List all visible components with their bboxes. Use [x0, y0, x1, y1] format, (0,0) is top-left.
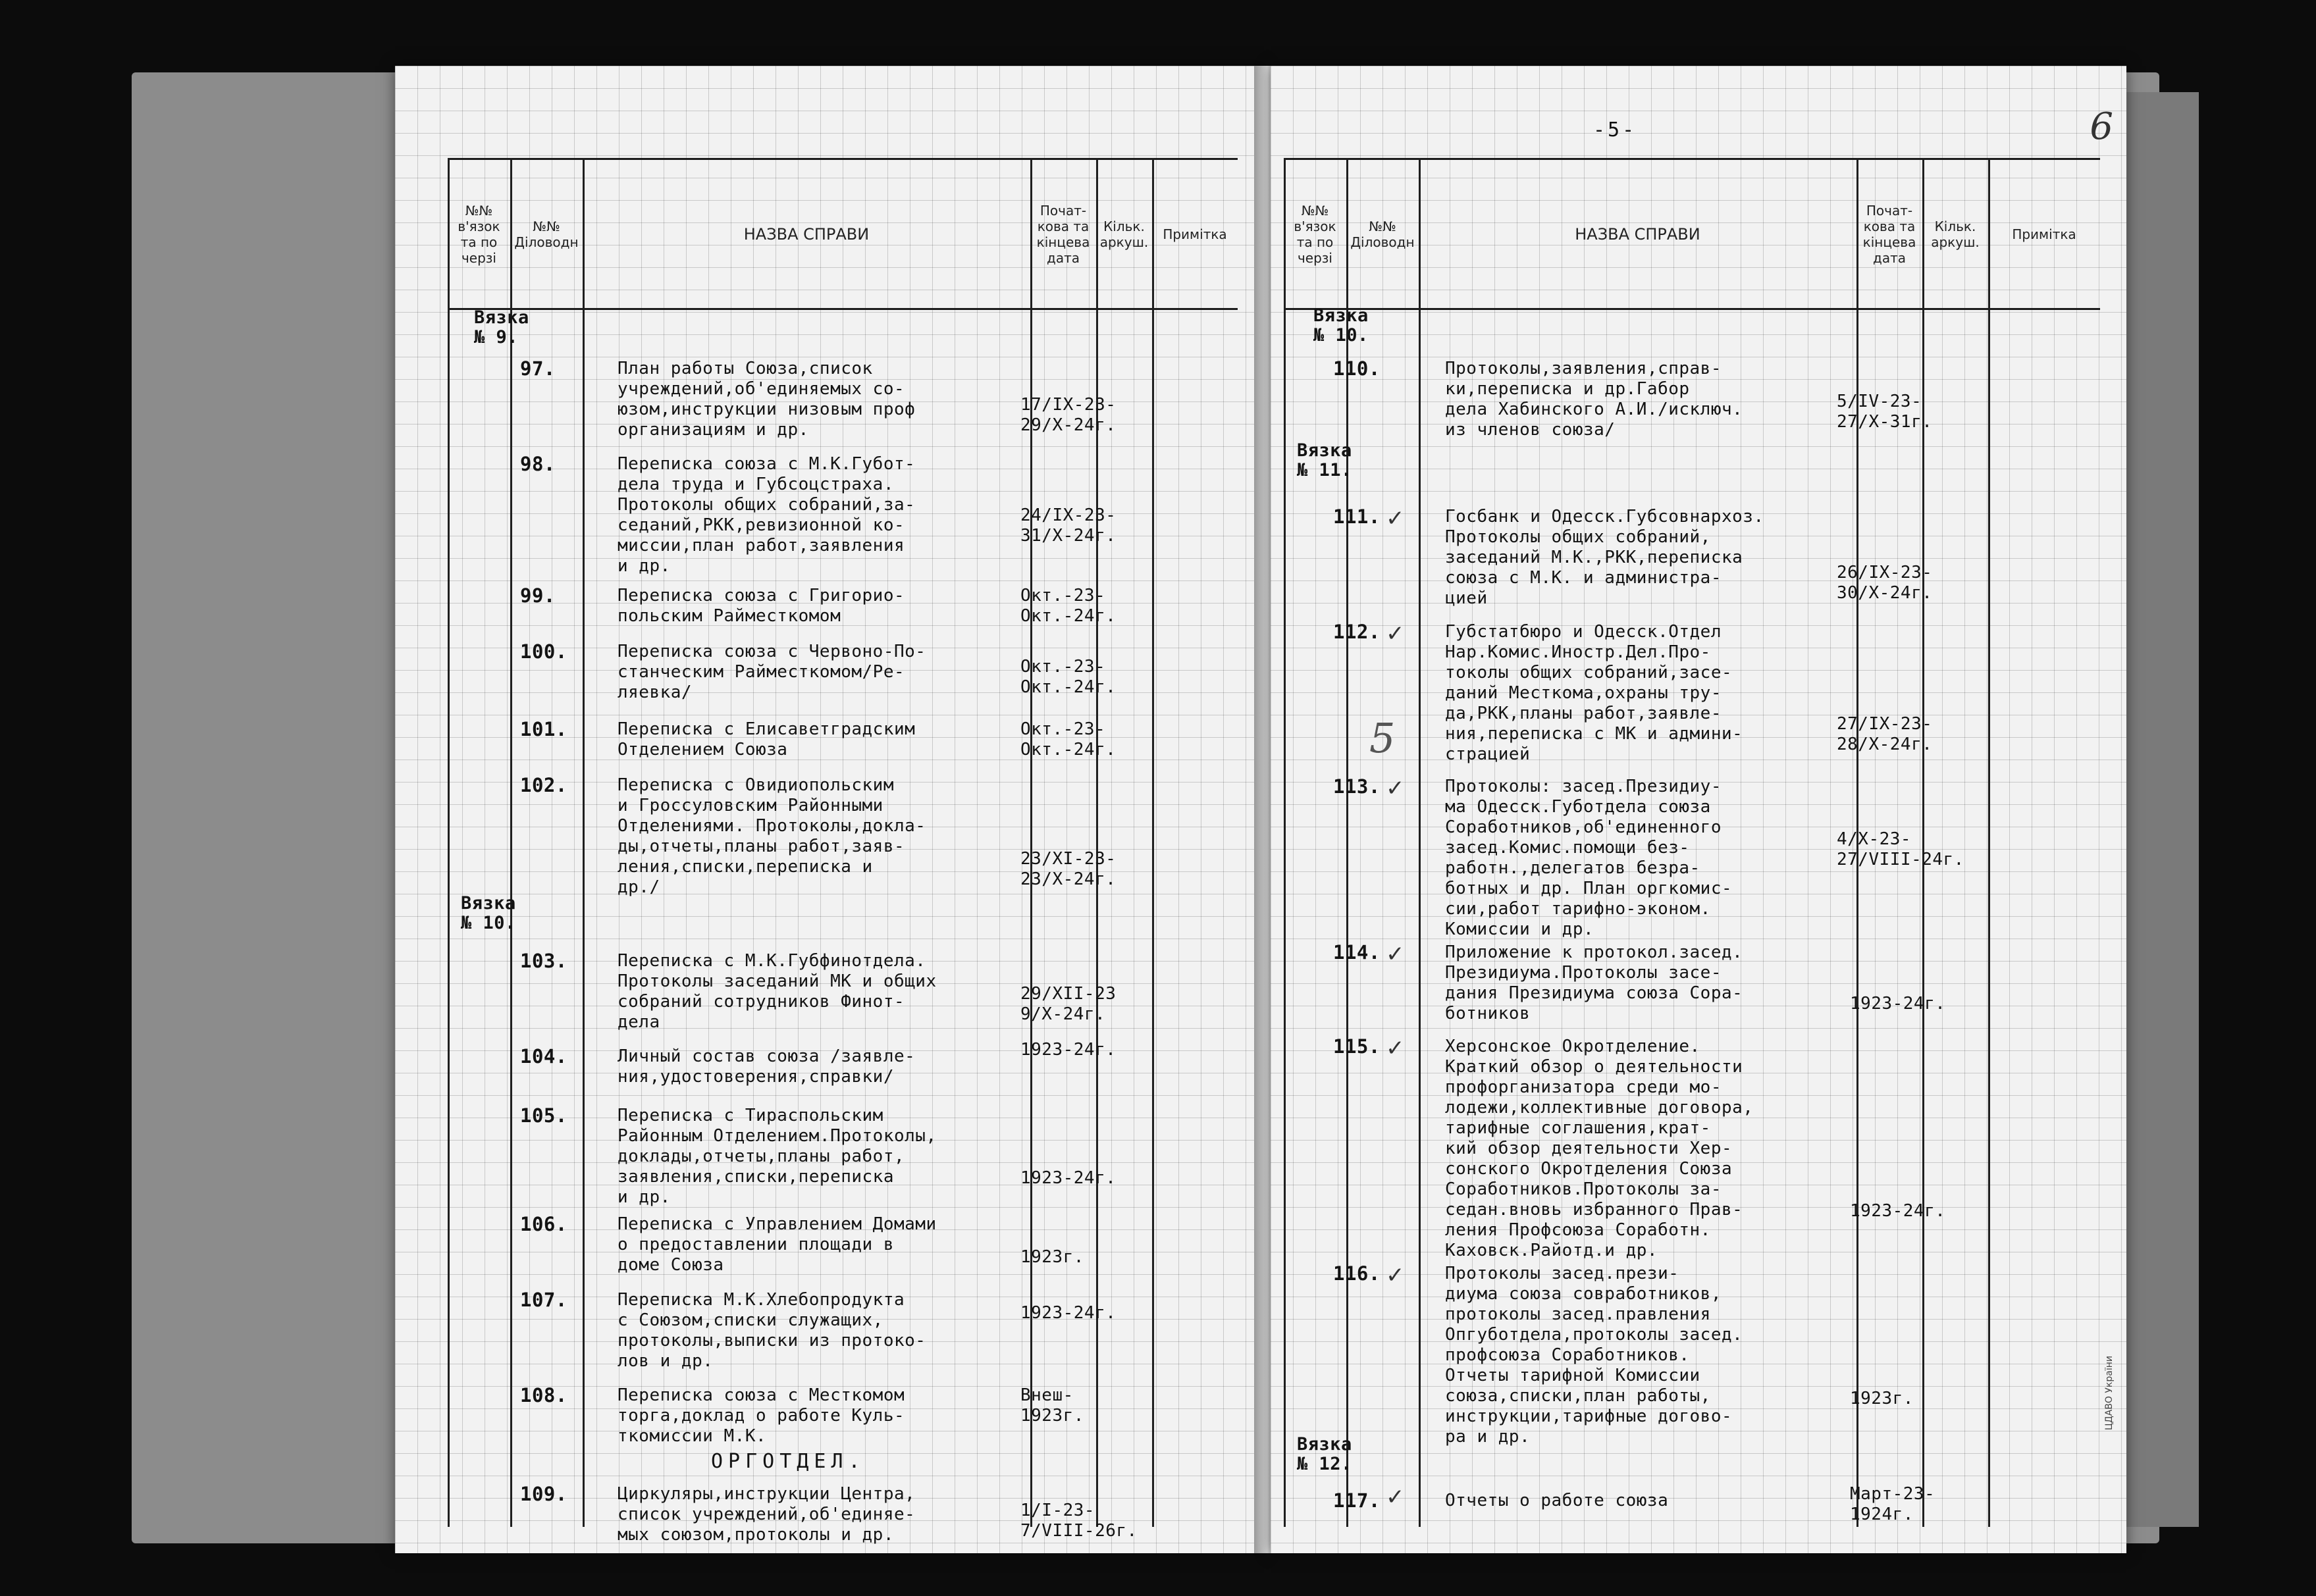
entry-dates: 17/IX-23- 29/X-24г.	[1020, 395, 1117, 435]
entry-title: Протоколы: засед.Президиу- ма Одесск.Губотдела союза Соработников,об'единенного засед.Комис.помощи без- работн.,делегатов безра- ботных и др. План оргкомис- сии,работ тарифно-эконом. Комиссии и др.	[1445, 777, 1733, 939]
checkmark-icon: ✓	[1386, 775, 1405, 802]
entry-number: 98.	[520, 453, 556, 475]
entry-dates: 1923-24г.	[1850, 994, 1946, 1014]
checkmark-icon: ✓	[1386, 621, 1405, 647]
entry-number: 108.	[520, 1384, 567, 1406]
entry-number: 104.	[520, 1045, 567, 1068]
header-office-number: №№ Діловодн	[514, 218, 579, 250]
archive-stamp: ЦДАВО України	[2104, 1356, 2115, 1431]
entry-title: Губстатбюро и Одесск.Отдел Нар.Комис.Иностр.Дел.Про- токолы общих собраний,засе- даний Месткома,охраны тру- да,РКК,планы работ,заявле- ния,переписка с МК и админи- страцией	[1445, 622, 1743, 764]
entry-number: 99.	[520, 584, 556, 607]
entry-dates: 4/X-23- 27/VIII-24г.	[1837, 829, 1964, 869]
entry-number: 111.	[1333, 505, 1381, 528]
header-bundle-number: №№ в'язок та по черзі	[1294, 202, 1336, 266]
entry-dates: 1923-24г.	[1850, 1201, 1946, 1221]
entry-title: Переписка союза с Червоно-По- станческим Райместкомом/Ре- ляевка/	[618, 642, 926, 702]
entry-dates: 24/IX-23- 31/X-24г.	[1020, 505, 1117, 546]
bundle-label: Вязка № 10.	[461, 893, 516, 933]
entry-title: Приложение к протокол.засед. Президиума.Протоколы засе- дания Президиума союза Сора- ботников	[1445, 942, 1743, 1023]
entry-dates: Внеш- 1923г.	[1020, 1385, 1084, 1426]
pencil-page-mark: 6	[2090, 105, 2113, 148]
entry-number: 103.	[520, 950, 567, 972]
header-case-title: НАЗВА СПРАВИ	[743, 224, 870, 244]
header-note: Примітка	[2012, 226, 2076, 242]
department-heading: ОРГОТДЕЛ.	[711, 1450, 866, 1473]
entry-title: Переписка союза с Григорио- польским Райместкомом	[618, 586, 905, 626]
checkmark-icon: ✓	[1386, 1262, 1405, 1289]
bundle-label: Вязка № 9.	[474, 307, 529, 348]
checkmark-icon: ✓	[1386, 1484, 1405, 1510]
entry-title: Протоколы засед.прези- диума союза совработников, протоколы засед.правления Опгуботдела,протоколы засед. профсоюза Соработников. Отчеты тарифной Комиссии союза,списки,план работы, инструкции,тарифные догово- ра и др.	[1445, 1264, 1743, 1447]
entry-title: Циркуляры,инструкции Центра, список учреждений,об'единяе- мых союзом,протоколы и др.	[618, 1484, 916, 1545]
entry-dates: 29/XII-23 9/X-24г.	[1020, 984, 1117, 1024]
entry-dates: Окт.-23- Окт.-24г.	[1020, 719, 1117, 759]
entry-title: Переписка с Тираспольским Районным Отделением.Протоколы, доклады,отчеты,планы работ, заявления,списки,переписка и др.	[618, 1106, 937, 1207]
entry-dates: Окт.-23- Окт.-24г.	[1020, 586, 1117, 626]
page-number: -5-	[1593, 118, 1637, 142]
entry-dates: 1923-24г.	[1020, 1040, 1117, 1060]
entry-title: Переписка с Овидиопольским и Гроссуловским Районными Отделениями. Протоколы,докла- ды,отчеты,планы работ,заяв- ления,списки,переписка и др./	[618, 775, 926, 897]
column-rule	[1419, 158, 1421, 1527]
entry-number: 114.	[1333, 941, 1381, 964]
entry-number: 106.	[520, 1213, 567, 1235]
left-page	[395, 66, 1264, 1553]
entry-number: 102.	[520, 774, 567, 796]
entry-dates: Март-23- 1924г.	[1850, 1484, 1935, 1524]
header-case-title: НАЗВА СПРАВИ	[1575, 224, 1700, 244]
header-bundle-number: №№ в'язок та по черзі	[458, 202, 500, 266]
pencil-mark: 5	[1369, 714, 1396, 762]
entry-title: Отчеты о работе союза	[1445, 1491, 1669, 1510]
entry-dates: 1923-24г.	[1020, 1168, 1117, 1188]
entry-number: 109.	[520, 1483, 567, 1505]
left-table-header	[448, 158, 1238, 310]
entry-title: Переписка М.К.Хлебопродукта с Союзом,списки служащих, протоколы,выписки из протоко- лов и др.	[618, 1290, 926, 1371]
checkmark-icon: ✓	[1386, 505, 1405, 532]
entry-dates: 1923г.	[1020, 1247, 1084, 1267]
entry-number: 107.	[520, 1289, 567, 1311]
checkmark-icon: ✓	[1386, 1035, 1405, 1062]
header-dates: Почат- кова та кінцева дата	[1036, 202, 1090, 266]
entry-number: 97.	[520, 357, 556, 380]
header-note: Примітка	[1163, 226, 1227, 242]
entry-number: 117.	[1333, 1489, 1381, 1512]
entry-number: 101.	[520, 718, 567, 740]
entry-number: 115.	[1333, 1035, 1381, 1058]
entry-number: 100.	[520, 640, 567, 663]
header-sheets: Кільк. аркуш.	[1099, 218, 1149, 250]
entry-title: Госбанк и Одесск.Губсовнархоз. Протоколы общих собраний, заседаний М.К.,РКК,переписка союза с М.К. и администра- цией	[1445, 507, 1764, 608]
entry-title: Личный состав союза /заявле- ния,удостоверения,справки/	[618, 1046, 916, 1087]
entry-title: Протоколы,заявления,справ- ки,переписка и др.Габор дела Хабинского А.И./исключ. из членов союза/	[1445, 359, 1743, 440]
entry-number: 110.	[1333, 357, 1381, 380]
right-table-header	[1284, 158, 2100, 310]
entry-title: Переписка с Управлением Домами о предоставлении площади в доме Союза	[618, 1214, 937, 1275]
entry-title: Переписка союза с Месткомом торга,доклад о работе Куль- ткомиссии М.К.	[618, 1385, 905, 1446]
entry-dates: 1923г.	[1850, 1389, 1914, 1408]
entry-number: 116.	[1333, 1262, 1381, 1285]
entry-number: 105.	[520, 1104, 567, 1127]
entry-dates: 5/IV-23- 27/X-31г.	[1837, 392, 1933, 432]
right-page	[1271, 66, 2126, 1553]
entry-title: Переписка союза с М.К.Губот- дела труда и Губсоцстраха. Протоколы общих собраний,за- седаний,РКК,ревизионной ко- миссии,план работ,заявления и др.	[618, 454, 916, 576]
bundle-label: Вязка № 11.	[1297, 440, 1352, 480]
entry-dates: 1/I-23- 7/VIII-26г.	[1020, 1501, 1138, 1541]
header-office-number: №№ Діловодн	[1350, 218, 1415, 250]
column-rule	[583, 158, 585, 1527]
entry-number: 113.	[1333, 775, 1381, 798]
entry-dates: Окт.-23- Окт.-24г.	[1020, 657, 1117, 697]
entry-title: Переписка с Елисаветградским Отделением Союза	[618, 719, 916, 759]
checkmark-icon: ✓	[1386, 941, 1405, 967]
entry-title: Херсонское Окротделение. Краткий обзор о деятельности профорганизатора среди мо- лодежи,коллективные договора, тарифные соглашения,крат- кий обзор деятельности Хер- сонского Окротделения Союза Соработников.Протоколы за- седан.вновь избранного Прав- ления Профсоюза Соработн. Каховск.Райотд.и др.	[1445, 1037, 1754, 1260]
entry-dates: 23/XI-23- 23/X-24г.	[1020, 849, 1117, 889]
column-rule	[510, 158, 512, 1527]
bundle-label: Вязка № 10.	[1313, 305, 1369, 346]
column-rule	[448, 158, 450, 1527]
entry-dates: 27/IX-23- 28/X-24г.	[1837, 714, 1933, 754]
entry-dates: 26/IX-23- 30/X-24г.	[1837, 563, 1933, 603]
entry-number: 112.	[1333, 621, 1381, 643]
entry-title: Переписка с М.К.Губфинотдела. Протоколы заседаний МК и общих собраний сотрудников Финот- дела	[618, 951, 937, 1032]
entry-title: План работы Союза,список учреждений,об'единяемых со- юзом,инструкции низовым проф организациям и др.	[618, 359, 916, 440]
column-rule	[1284, 158, 1286, 1527]
column-rule	[1988, 158, 1990, 1527]
entry-dates: 1923-24г.	[1020, 1303, 1117, 1323]
bundle-label: Вязка № 12.	[1297, 1434, 1352, 1474]
header-dates: Почат- кова та кінцева дата	[1862, 202, 1916, 266]
header-sheets: Кільк. аркуш.	[1931, 218, 1980, 250]
column-rule	[1152, 158, 1154, 1527]
